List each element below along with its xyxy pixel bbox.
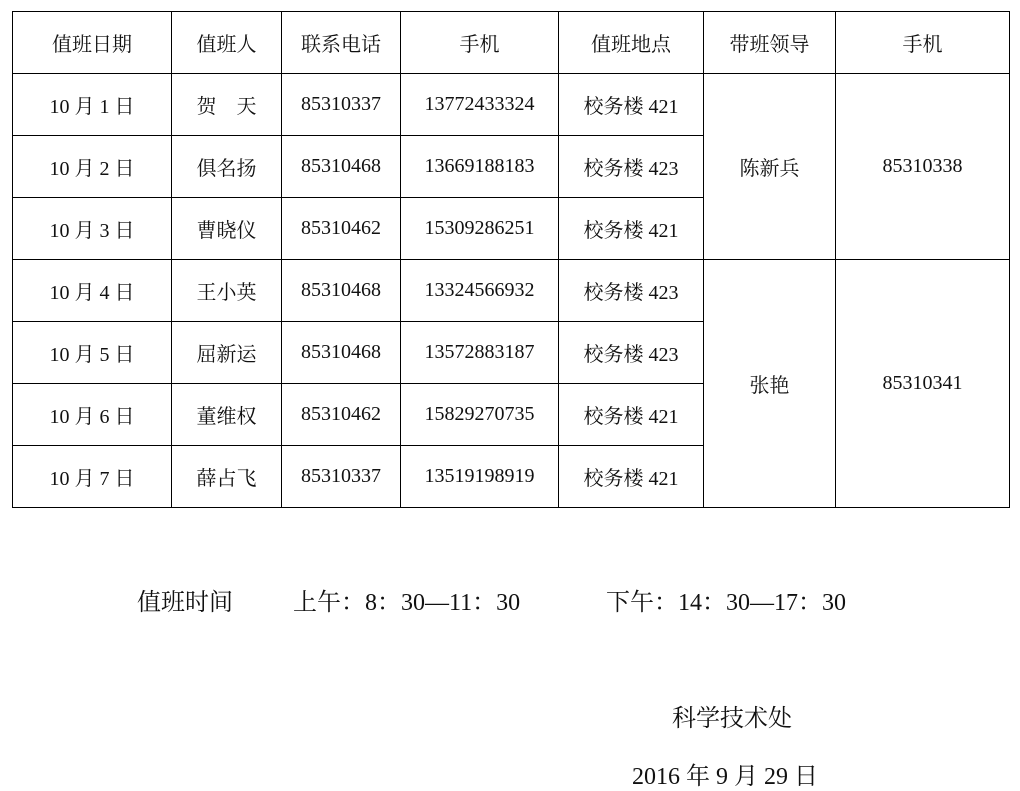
mobile-cell: 15309286251 xyxy=(401,198,559,260)
location-cell: 校务楼 421 xyxy=(559,198,704,260)
location-cell: 校务楼 423 xyxy=(559,136,704,198)
contact-phone-cell: 85310337 xyxy=(282,446,401,508)
duty-person-cell: 薛占飞 xyxy=(172,446,282,508)
header-contact-phone: 联系电话 xyxy=(282,12,401,74)
mobile-cell: 13772433324 xyxy=(401,74,559,136)
table-header-row xyxy=(13,12,1010,74)
header-location: 值班地点 xyxy=(559,12,704,74)
location-cell: 校务楼 421 xyxy=(559,384,704,446)
header-duty-date: 值班日期 xyxy=(13,12,172,74)
duty-date-cell: 10 月 1 日 xyxy=(13,74,172,136)
duty-person-cell: 董维权 xyxy=(172,384,282,446)
header-mobile: 手机 xyxy=(401,12,559,74)
header-leader: 带班领导 xyxy=(704,12,836,74)
duty-person-cell: 贺 天 xyxy=(172,74,282,136)
contact-phone-cell: 85310337 xyxy=(282,74,401,136)
location-cell: 校务楼 421 xyxy=(559,446,704,508)
contact-phone-cell: 85310468 xyxy=(282,136,401,198)
contact-phone-cell: 85310462 xyxy=(282,198,401,260)
issue-date: 2016 年 9 月 29 日 xyxy=(632,764,818,790)
duty-date-cell: 10 月 5 日 xyxy=(13,322,172,384)
duty-person-cell: 屈新运 xyxy=(172,322,282,384)
table-row xyxy=(13,260,1010,322)
contact-phone-cell: 85310462 xyxy=(282,384,401,446)
contact-phone-cell: 85310468 xyxy=(282,322,401,384)
mobile-cell: 15829270735 xyxy=(401,384,559,446)
mobile-cell: 13519198919 xyxy=(401,446,559,508)
duty-schedule-table xyxy=(12,11,1010,508)
leader-name-cell: 陈新兵 xyxy=(704,74,836,260)
duty-date-cell: 10 月 4 日 xyxy=(13,260,172,322)
duty-date-cell: 10 月 3 日 xyxy=(13,198,172,260)
contact-phone-cell: 85310468 xyxy=(282,260,401,322)
duty-person-cell: 俱名扬 xyxy=(172,136,282,198)
duty-date-cell: 10 月 6 日 xyxy=(13,384,172,446)
mobile-cell: 13669188183 xyxy=(401,136,559,198)
header-leader-mobile: 手机 xyxy=(836,12,1010,74)
duty-person-cell: 曹晓仪 xyxy=(172,198,282,260)
leader-name-cell: 张艳 xyxy=(704,260,836,508)
leader-mobile-cell: 85310341 xyxy=(836,260,1010,508)
mobile-cell: 13324566932 xyxy=(401,260,559,322)
afternoon-hours: 下午：14：30—17：30 xyxy=(606,590,846,616)
duty-person-cell: 王小英 xyxy=(172,260,282,322)
table-row xyxy=(13,74,1010,136)
leader-mobile-cell: 85310338 xyxy=(836,74,1010,260)
duty-time-label: 值班时间 xyxy=(137,590,233,616)
header-duty-person: 值班人 xyxy=(172,12,282,74)
department-name: 科学技术处 xyxy=(672,706,792,732)
duty-date-cell: 10 月 2 日 xyxy=(13,136,172,198)
location-cell: 校务楼 421 xyxy=(559,74,704,136)
location-cell: 校务楼 423 xyxy=(559,322,704,384)
location-cell: 校务楼 423 xyxy=(559,260,704,322)
morning-hours: 上午：8：30—11：30 xyxy=(293,590,521,616)
mobile-cell: 13572883187 xyxy=(401,322,559,384)
duty-date-cell: 10 月 7 日 xyxy=(13,446,172,508)
